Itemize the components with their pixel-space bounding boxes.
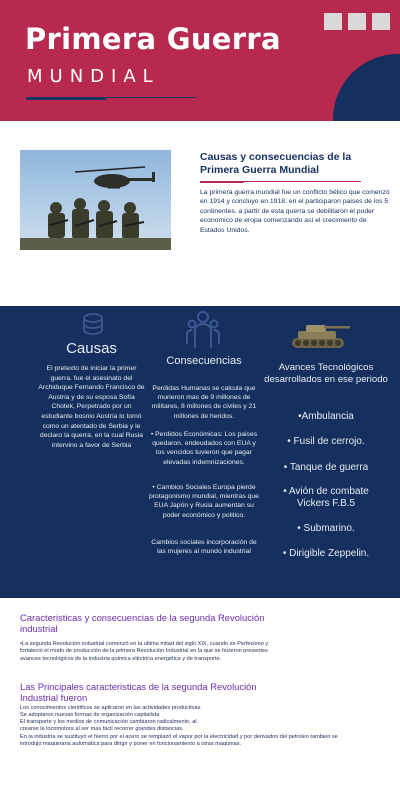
caracteristicas-line: crearse la locomotora al ser mas facil recorrer grandes distancias. [20, 726, 184, 732]
avances-item: • Submarino. [297, 523, 355, 534]
caracteristicas-line: introdujo maquinaria automática para dirigir y poner en funcionamiento a otras maquinas. [20, 741, 242, 747]
caracteristicas-line: El transporte y los medios de comunicación cambiaron radicalmente, al [20, 719, 197, 725]
header-rule-thick [26, 97, 106, 100]
decor-square [324, 13, 342, 30]
soldiers-helicopter-image [20, 150, 171, 250]
people-icon [186, 310, 220, 355]
causas-paragraph: El pretexto de iniciar la primer guerra. fue el asesinato del Archiduque Fernando Francisco de Austria y de su esposa Sofía Chotek, Perpetrado por un estudiante bosnio Austria lo tomó como un atentado de Serbia y le declaro la querra, en la cual Rusia intervino a favor de Serbia [38, 365, 145, 449]
decor-square [372, 13, 390, 30]
header-banner [0, 0, 400, 121]
caracteristicas-heading: Las Principales caracteristicas de la segunda Revolución Industrial fueron [20, 681, 257, 703]
caracteristicas-line: Se adoptaron nuevas formas de organización capitalista [20, 712, 160, 718]
avances-item: •Ambulancia [298, 411, 354, 422]
intro-rule-thin [244, 181, 361, 182]
header-rule-thin [106, 97, 196, 98]
consecuencias-heading: Consecuencias [166, 355, 242, 367]
avances-item: • Avión de combate Vickers F.B.5 [283, 486, 369, 509]
consecuencias-item: Cambios sociales incorporación de las mujeres al mundo industrial [151, 539, 257, 556]
decor-square [348, 13, 366, 30]
avances-heading: Avances Tecnológicos desarrollados en ese periodo [264, 362, 388, 385]
segunda-revolucion-heading: Caracteristicas y consecuencias de la segunda Revolución industrial [20, 612, 265, 634]
intro-paragraph: La primera guerra mundial fue un conflicto bélico que comenzó en 1914 y concluyo en 1918. en el participaron paises de los 5 continentes. a partir de esta querra se debilitaron el poder economico de eropa comenzando así el crecimiento de Estados Unidos. [200, 189, 390, 234]
consecuencias-item: • Perdidos Económicas: Los paises quedaron. endeudados con EUA y los vencidos tuvieron que pagar elevadas indemnizaciones. [150, 431, 258, 466]
avances-item: • Tanque de guerra [283, 462, 369, 473]
caracteristicas-line: Los conocimientos cientificos se aplicaron en las actividades productivas. [20, 705, 202, 711]
page-subtitle: MUNDIAL [27, 66, 160, 87]
segunda-revolucion-paragraph: •La segunda Revolución industrial comenzó en la ultima mitad del siglo XIX, cuando se Perfeciono y fortaleció el modo de producción de la primera Revolución Industrial en la que se hicieron presentes avances tecnológicos de la industria quimica eléctrica energética y de transporte. [20, 641, 269, 662]
caracteristicas-line: En la industria se sustituyó el hierro por el acero se remplazó el vapor por la electricidad y por derivados del petroleo tambien se [20, 734, 338, 740]
causas-heading: Causas [66, 340, 117, 357]
decor-circle [333, 54, 400, 121]
avances-item: • Dirigible Zeppelin. [282, 548, 370, 559]
consecuencias-item: Perdidas Humanas se calcula que murieron mas de 9 millones de militares, 8 millones de civiles y 21 millones de heridos. [151, 385, 257, 420]
intro-heading: Causas y consecuencias de la Primera Guerra Mundial [200, 151, 352, 176]
intro-rule-thick [200, 181, 244, 183]
consecuencias-item: • Cambios Sociales Europa pierde protagonismo mundial, mientras que EUA Japón y Rusia aumentan su poder económico y politico. [149, 484, 259, 519]
avances-item: • Fusil de cerrojo. [287, 436, 365, 447]
tank-icon [284, 320, 352, 359]
page-title: Primera Guerra [25, 22, 281, 56]
soldiers-helicopter-illustration [20, 150, 171, 250]
